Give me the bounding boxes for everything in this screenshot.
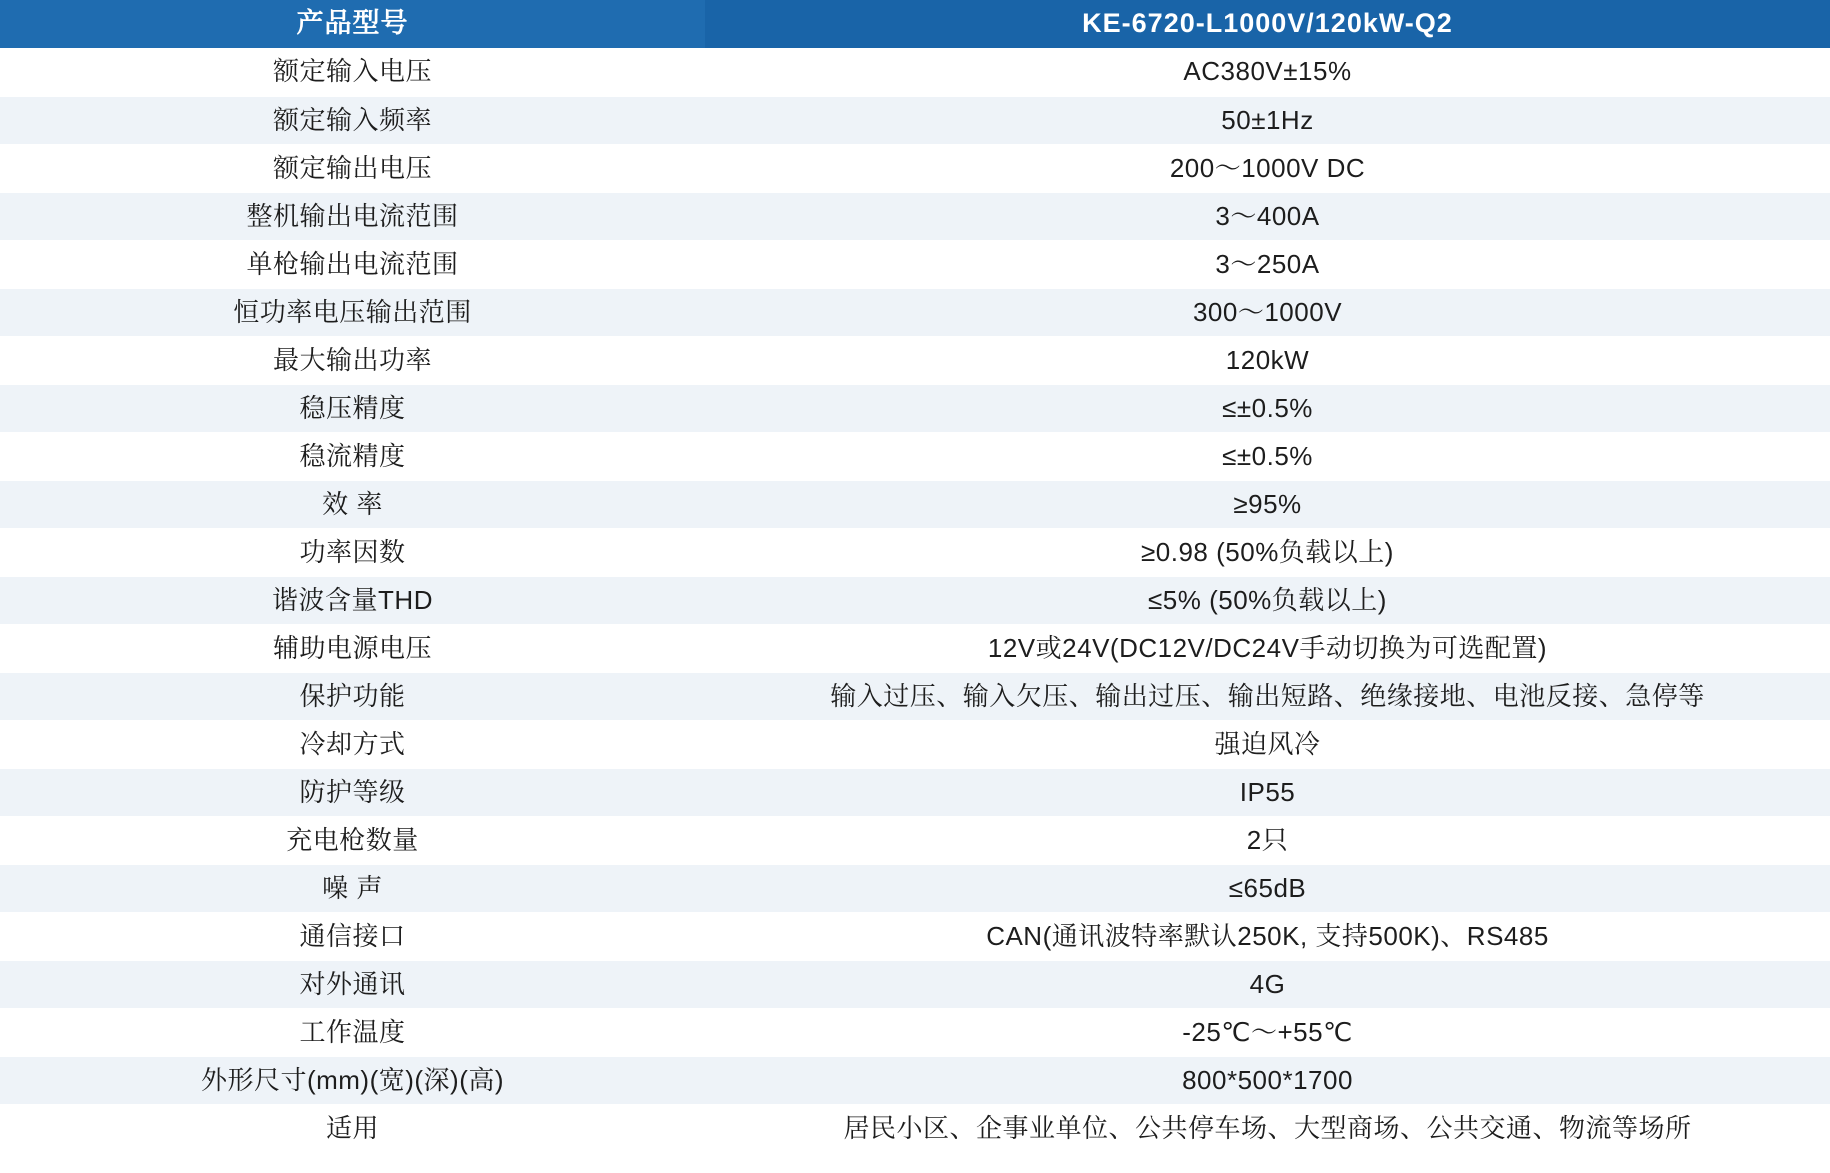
spec-label: 外形尺寸(mm)(宽)(深)(高) — [0, 1056, 705, 1104]
spec-label: 额定输入频率 — [0, 96, 705, 144]
spec-label: 工作温度 — [0, 1008, 705, 1056]
spec-label: 功率因数 — [0, 528, 705, 576]
spec-value: ≤5% (50%负载以上) — [705, 576, 1830, 624]
spec-value: 300〜1000V — [705, 288, 1830, 336]
table-row — [0, 960, 1830, 1008]
spec-label: 单枪输出电流范围 — [0, 240, 705, 288]
spec-label: 防护等级 — [0, 768, 705, 816]
spec-value: ≤±0.5% — [705, 432, 1830, 480]
spec-label: 额定输入电压 — [0, 48, 705, 96]
spec-value: 200〜1000V DC — [705, 144, 1830, 192]
table-row — [0, 144, 1830, 192]
table-row — [0, 432, 1830, 480]
header-value-cell: KE-6720-L1000V/120kW-Q2 — [705, 0, 1830, 48]
spec-label: 额定输出电压 — [0, 144, 705, 192]
spec-value: -25℃〜+55℃ — [705, 1008, 1830, 1056]
spec-label: 冷却方式 — [0, 720, 705, 768]
spec-label: 对外通讯 — [0, 960, 705, 1008]
spec-label: 噪 声 — [0, 864, 705, 912]
table-row — [0, 576, 1830, 624]
table-row — [0, 240, 1830, 288]
spec-value: ≥0.98 (50%负载以上) — [705, 528, 1830, 576]
table-row — [0, 816, 1830, 864]
spec-value: 50±1Hz — [705, 96, 1830, 144]
spec-value: 12V或24V(DC12V/DC24V手动切换为可选配置) — [705, 624, 1830, 672]
table-row — [0, 720, 1830, 768]
spec-label: 稳流精度 — [0, 432, 705, 480]
spec-value: CAN(通讯波特率默认250K, 支持500K)、RS485 — [705, 912, 1830, 960]
spec-value: ≥95% — [705, 480, 1830, 528]
spec-label: 辅助电源电压 — [0, 624, 705, 672]
spec-label: 保护功能 — [0, 672, 705, 720]
spec-value: 居民小区、企事业单位、公共停车场、大型商场、公共交通、物流等场所 — [705, 1104, 1830, 1152]
header-label-cell: 产品型号 — [0, 0, 705, 48]
spec-value: ≤±0.5% — [705, 384, 1830, 432]
table-row — [0, 1008, 1830, 1056]
spec-label: 恒功率电压输出范围 — [0, 288, 705, 336]
spec-value: AC380V±15% — [705, 48, 1830, 96]
table-row — [0, 864, 1830, 912]
table-row — [0, 96, 1830, 144]
table-row — [0, 1056, 1830, 1104]
table-row — [0, 912, 1830, 960]
spec-label: 整机输出电流范围 — [0, 192, 705, 240]
table-row — [0, 624, 1830, 672]
spec-label: 适用 — [0, 1104, 705, 1152]
spec-value: IP55 — [705, 768, 1830, 816]
table-row — [0, 480, 1830, 528]
spec-label: 效 率 — [0, 480, 705, 528]
spec-label: 稳压精度 — [0, 384, 705, 432]
spec-value: 3〜250A — [705, 240, 1830, 288]
table-row — [0, 384, 1830, 432]
table-row — [0, 1104, 1830, 1152]
table-row — [0, 48, 1830, 96]
table-header-row — [0, 0, 1830, 48]
spec-value: 强迫风冷 — [705, 720, 1830, 768]
spec-label: 谐波含量THD — [0, 576, 705, 624]
spec-label: 充电枪数量 — [0, 816, 705, 864]
table-row — [0, 336, 1830, 384]
spec-label: 通信接口 — [0, 912, 705, 960]
table-row — [0, 768, 1830, 816]
spec-value: 输入过压、输入欠压、输出过压、输出短路、绝缘接地、电池反接、急停等 — [705, 672, 1830, 720]
spec-value: 120kW — [705, 336, 1830, 384]
spec-value: 4G — [705, 960, 1830, 1008]
spec-value: 3〜400A — [705, 192, 1830, 240]
spec-value: ≤65dB — [705, 864, 1830, 912]
table-row — [0, 672, 1830, 720]
table-row — [0, 288, 1830, 336]
spec-value: 2只 — [705, 816, 1830, 864]
spec-value: 800*500*1700 — [705, 1056, 1830, 1104]
table-row — [0, 192, 1830, 240]
spec-label: 最大输出功率 — [0, 336, 705, 384]
table-row — [0, 528, 1830, 576]
